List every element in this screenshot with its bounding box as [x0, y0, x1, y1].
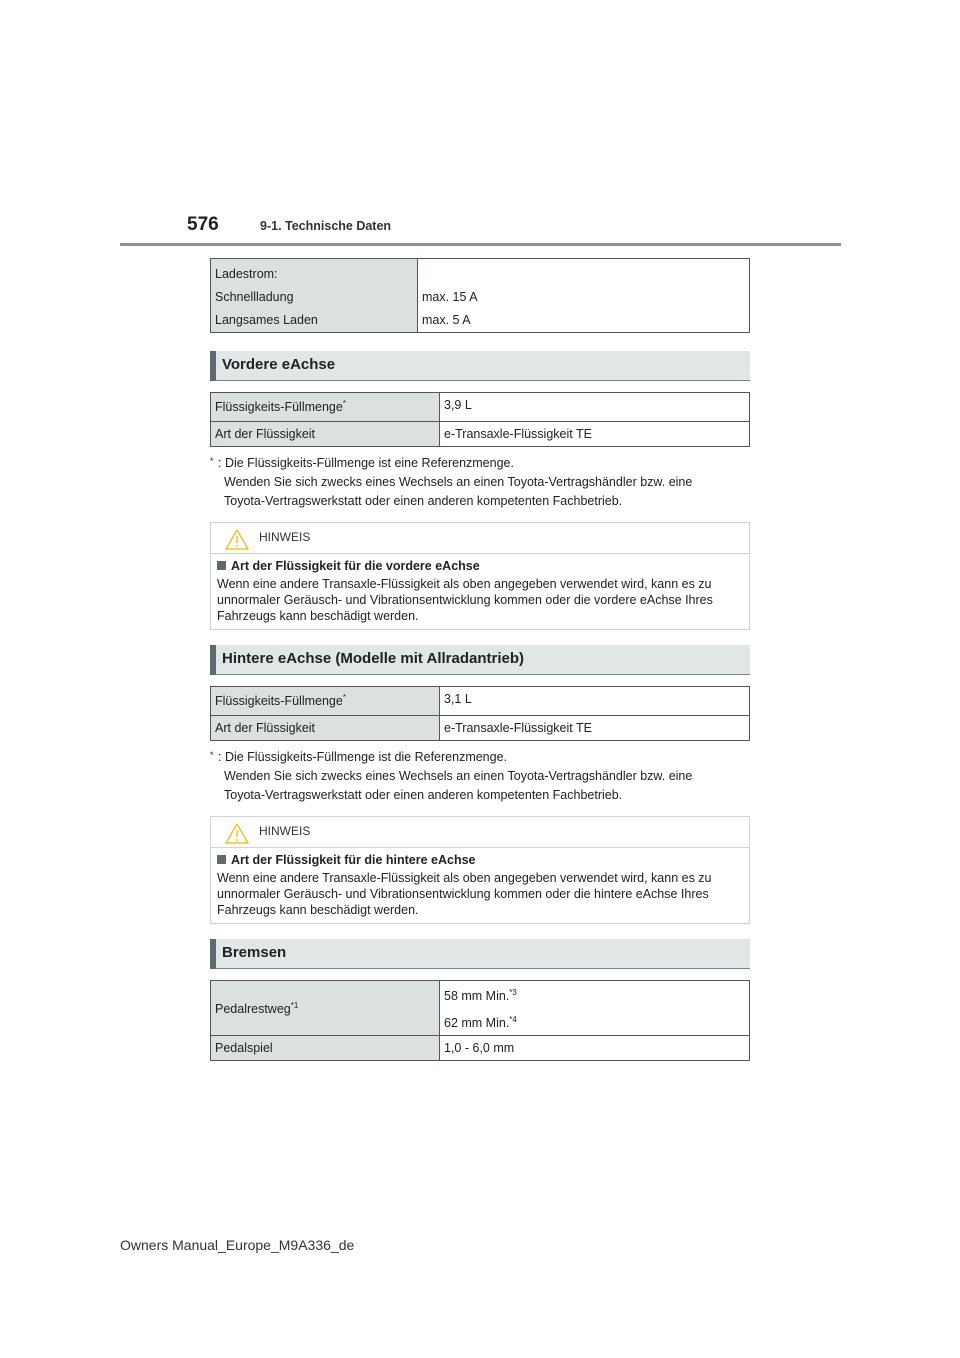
front-axle-heading-text: Vordere eAchse	[222, 356, 336, 373]
rear-capacity-label	[211, 687, 440, 716]
pedal-play-label: Pedalspiel	[211, 1036, 440, 1061]
rear-capacity-sup: *	[342, 693, 346, 703]
front-footnote-line-2: Wenden Sie sich zwecks eines Wechsels an einen Toyota-Vertragshändler bzw. eine	[224, 475, 693, 489]
front-notice-line-3: Fahrzeugs kann beschädigt werden.	[217, 609, 419, 623]
front-notice-header	[211, 523, 749, 554]
charging-labels	[211, 259, 418, 333]
pedal-travel-value-1: 58 mm Min.	[444, 989, 510, 1004]
front-footnote	[210, 454, 750, 511]
front-notice	[210, 522, 750, 630]
front-footnote-line-1: : Die Flüssigkeits-Füllmenge ist eine Referenzmenge.	[218, 456, 514, 470]
header-rule	[120, 243, 841, 246]
front-fluid-label: Art der Flüssigkeit	[211, 422, 440, 447]
pedal-travel-label-text: Pedalrestweg	[215, 1001, 291, 1016]
front-notice-title: Art der Flüssigkeit für die vordere eAchse	[231, 559, 480, 573]
rear-notice-body	[211, 848, 749, 924]
front-footnote-star: *	[210, 456, 214, 466]
rear-footnote	[210, 748, 750, 805]
rear-notice-line-3: Fahrzeugs kann beschädigt werden.	[217, 903, 419, 917]
section-title: 9-1. Technische Daten	[260, 219, 392, 233]
pedal-travel-value	[440, 981, 750, 1036]
rear-notice-title: Art der Flüssigkeit für die hintere eAchse	[231, 853, 476, 867]
heading-bar	[210, 645, 216, 675]
front-notice-body	[211, 554, 749, 630]
charging-table	[210, 258, 750, 333]
footer-text: Owners Manual_Europe_M9A336_de	[120, 1237, 355, 1253]
square-bullet-icon	[217, 855, 226, 864]
pedal-travel-value-2-sup: *4	[509, 1015, 517, 1025]
rear-capacity-label-text: Flüssigkeits-Füllmenge	[215, 694, 343, 709]
pedal-travel-label	[211, 981, 440, 1036]
rear-footnote-line-1: : Die Flüssigkeits-Füllmenge ist die Referenzmenge.	[218, 750, 508, 764]
front-capacity-sup: *	[342, 399, 346, 409]
rear-axle-heading	[210, 645, 750, 675]
heading-bar	[210, 939, 216, 969]
charging-value-slow: max. 5 A	[422, 313, 471, 327]
rear-footnote-star: *	[210, 750, 214, 760]
pedal-travel-value-1-sup: *3	[509, 988, 517, 997]
brakes-heading	[210, 939, 750, 969]
charging-value-fast: max. 15 A	[422, 290, 478, 304]
front-axle-heading	[210, 351, 750, 381]
front-capacity-value: 3,9 L	[440, 393, 750, 422]
rear-capacity-value: 3,1 L	[440, 687, 750, 716]
front-notice-line-2: unnormaler Geräusch- und Vibrationsentwicklung kommen oder die vordere eAchse Ihres	[217, 593, 713, 607]
front-capacity-label	[211, 393, 440, 422]
rear-footnote-line-3: Toyota-Vertragswerkstatt oder einen anderen kompetenten Fachbetrieb.	[224, 788, 623, 802]
rear-notice-header	[211, 817, 749, 848]
charging-label-title: Ladestrom:	[215, 267, 278, 281]
rear-notice	[210, 816, 750, 924]
rear-notice-line-2: unnormaler Geräusch- und Vibrationsentwicklung kommen oder die hintere eAchse Ihres	[217, 887, 709, 901]
pedal-travel-value-2: 62 mm Min.	[444, 1016, 510, 1031]
charging-label-slow: Langsames Laden	[215, 313, 318, 327]
pedal-travel-label-sup: *1	[290, 1000, 299, 1010]
rear-notice-line-1: Wenn eine andere Transaxle-Flüssigkeit als oben angegeben verwendet wird, kann es zu	[217, 871, 712, 885]
brakes-heading-text: Bremsen	[222, 944, 287, 961]
front-notice-line-1: Wenn eine andere Transaxle-Flüssigkeit als oben angegeben verwendet wird, kann es zu	[217, 577, 712, 591]
rear-footnote-line-2: Wenden Sie sich zwecks eines Wechsels an einen Toyota-Vertragshändler bzw. eine	[224, 769, 693, 783]
rear-notice-label: HINWEIS	[259, 824, 311, 838]
charging-value-title	[422, 263, 745, 286]
rear-axle-table	[210, 686, 750, 741]
front-notice-label: HINWEIS	[259, 530, 311, 544]
front-fluid-value: e-Transaxle-Flüssigkeit TE	[440, 422, 750, 447]
heading-bar	[210, 351, 216, 381]
page-number: 576	[187, 214, 219, 235]
brakes-table	[210, 980, 750, 1061]
rear-fluid-value: e-Transaxle-Flüssigkeit TE	[440, 716, 750, 741]
front-footnote-line-3: Toyota-Vertragswerkstatt oder einen anderen kompetenten Fachbetrieb.	[224, 494, 623, 508]
front-capacity-label-text: Flüssigkeits-Füllmenge	[215, 400, 343, 415]
square-bullet-icon	[217, 561, 226, 570]
warning-icon	[225, 823, 249, 844]
rear-fluid-label: Art der Flüssigkeit	[211, 716, 440, 741]
pedal-play-value: 1,0 - 6,0 mm	[440, 1036, 750, 1061]
charging-values	[418, 259, 750, 333]
charging-label-fast: Schnellladung	[215, 290, 294, 304]
rear-axle-heading-text: Hintere eAchse (Modelle mit Allradantrieb)	[222, 650, 525, 667]
front-axle-table	[210, 392, 750, 447]
warning-icon	[225, 529, 249, 550]
